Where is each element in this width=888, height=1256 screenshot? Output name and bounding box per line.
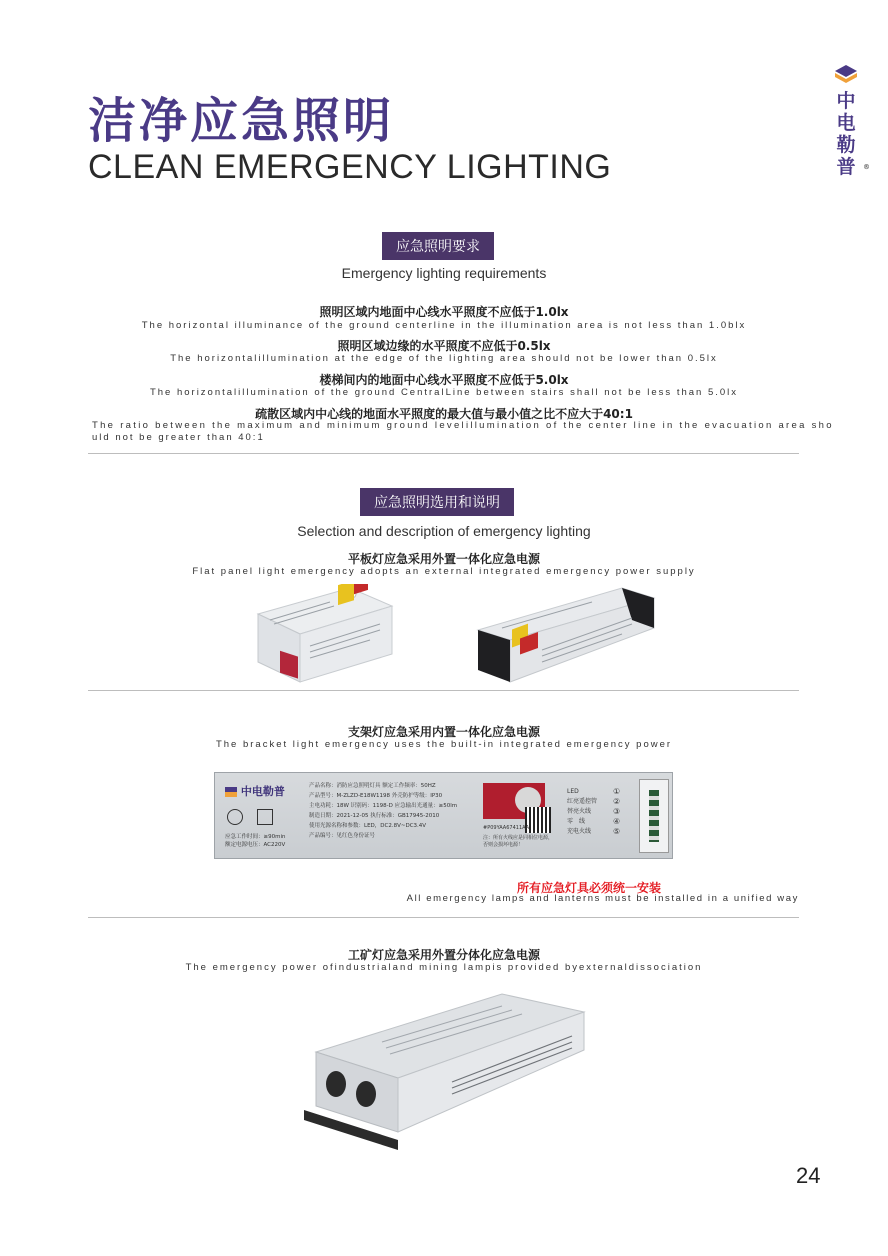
brand-char-1: 中	[836, 90, 856, 112]
terminal-label-4: 零 线	[567, 818, 586, 825]
requirement-3-en: The horizontalillumination of the ground CentralLine between stairs shall not be less than 5.0lx	[149, 387, 739, 398]
label-brand: 中电勒普	[240, 785, 285, 798]
section-badge-requirements: 应急照明要求	[382, 232, 494, 260]
requirement-1-cn: 照明区域内地面中心线水平照度不应低于1.0lx	[319, 305, 569, 319]
brand-mark-icon	[833, 64, 859, 86]
section-subtitle-selection: Selection and description of emergency lighting	[297, 523, 591, 539]
requirement-4-cn: 疏散区域内中心线的地面水平照度的最大值与最小值之比不应大于40:1	[255, 407, 633, 421]
label-id-code: #P09YAA67411AA	[483, 825, 530, 831]
requirement-3-cn: 楼梯间内的地面中心线水平照度不应低于5.0lx	[319, 373, 569, 387]
terminal-block	[639, 779, 669, 853]
brand-char-3: 勒	[836, 134, 856, 156]
install-note-en: All emergency lamps and lanterns must be installed in a unified way	[406, 893, 799, 904]
terminal-number-1: ①	[613, 787, 621, 796]
requirement-4-en-line1: The ratio between the maximum and minimum ground levelillumination of the center line in the evacuation area sho	[92, 420, 834, 431]
flat-panel-cn: 平板灯应急采用外置一体化应急电源	[347, 552, 540, 566]
label-line-3: 主电功耗：18W 识别码：1198-D 应急输出光通量：≥50lm	[309, 803, 458, 809]
divider	[88, 453, 799, 454]
install-note-cn: 所有应急灯具必须统一安装	[516, 881, 661, 895]
bracket-cn: 支架灯应急采用内置一体化应急电源	[347, 725, 540, 739]
flat-panel-en: Flat panel light emergency adopts an external integrated emergency power supply	[192, 566, 696, 577]
terminal-number-4: ④	[613, 817, 621, 826]
terminal-number-3: ③	[613, 807, 621, 816]
cert-mark-icon	[257, 809, 273, 825]
terminal-number-5: ⑤	[613, 827, 621, 836]
requirement-1-en: The horizontal illuminance of the ground centerline in the illumination area is not less than 1.0blx	[141, 320, 747, 331]
terminal-label-3: 替亮火线	[567, 808, 592, 815]
label-line-6: 产品编号：见红色身份证号	[309, 833, 376, 839]
section-subtitle-requirements: Emergency lighting requirements	[341, 265, 547, 281]
brand-logo	[826, 64, 870, 178]
mining-cn: 工矿灯应急采用外置分体化应急电源	[347, 948, 540, 962]
page-number: 24	[796, 1163, 821, 1188]
requirement-2-en: The horizontalillumination at the edge of the lighting area should not be lower than 0.5lx	[170, 353, 718, 364]
label-left-line-1: 应急工作时间：≥90min	[225, 834, 286, 840]
registered-mark: ®	[863, 163, 870, 171]
divider	[88, 917, 799, 918]
divider	[88, 690, 799, 691]
requirement-4-en-line2: uld not be greater than 40:1	[92, 432, 265, 443]
label-line-2: 产品型号：M-ZLZD-E18W1198 外壳防护等级：IP30	[309, 793, 443, 799]
label-left-line-2: 额定电源电压：AC220V	[225, 842, 286, 848]
product-image-flat-panel-long	[472, 584, 658, 688]
product-image-flat-panel-box	[250, 584, 400, 688]
product-image-bracket-label	[214, 772, 673, 859]
brand-char-2: 电	[836, 112, 856, 134]
terminal-label-1: LED	[567, 788, 579, 795]
ccc-mark-icon	[227, 809, 243, 825]
brand-char-4: 普	[836, 156, 856, 178]
brand-mark-small-icon	[225, 787, 237, 797]
product-image-mining-power	[302, 990, 588, 1154]
section-badge-selection: 应急照明选用和说明	[360, 488, 514, 516]
label-line-1: 产品名称：消防应急照明灯具 额定工作频率：50HZ	[309, 783, 436, 789]
label-line-5: 使用光源名称和参数：LED，DC2.8V~DC3.4V	[309, 823, 427, 829]
page-title-cn: 洁净应急照明	[88, 93, 395, 149]
label-note: 注：所有火线应是同相位电源，否则会损坏电源！	[483, 835, 554, 848]
terminal-number-2: ②	[613, 797, 621, 806]
terminal-label-2: 红亮遥控管	[567, 798, 598, 805]
mining-en: The emergency power ofindustrialand mining lampis provided byexternaldissociation	[185, 962, 703, 973]
requirement-2-cn: 照明区域边缘的水平照度不应低于0.5lx	[337, 339, 551, 353]
terminal-label-5: 充电火线	[567, 828, 592, 835]
page-title-en: CLEAN EMERGENCY LIGHTING	[88, 148, 612, 186]
bracket-en: The bracket light emergency uses the built-in integrated emergency power	[215, 739, 673, 750]
label-line-4: 制造日期：2021-12-05 执行标准：GB17945-2010	[309, 813, 440, 819]
